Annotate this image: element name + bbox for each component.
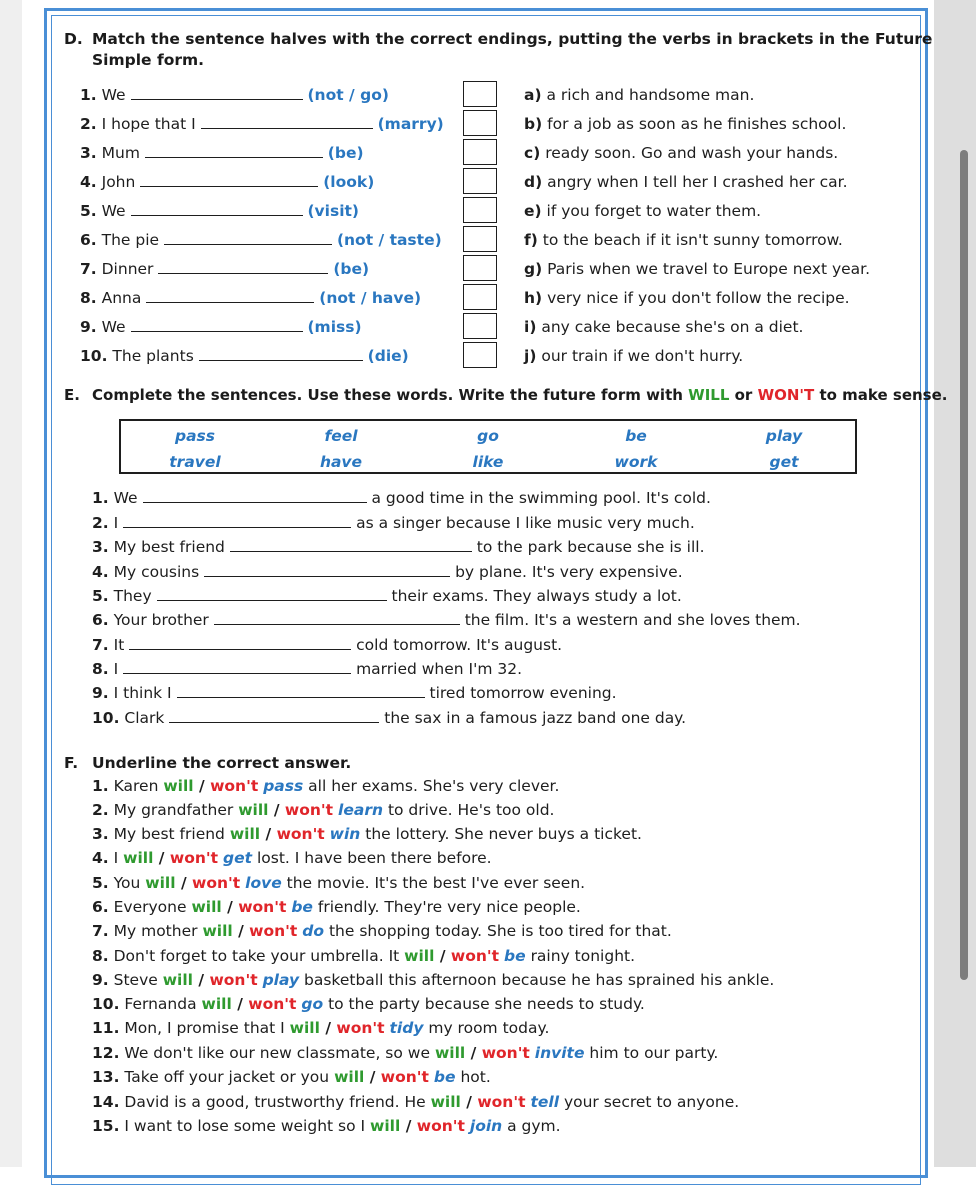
item-number: 2. [92, 514, 109, 532]
item-start: I think I [113, 684, 172, 702]
option-wont[interactable]: won't [380, 1068, 429, 1086]
fill-item [92, 538, 705, 556]
choice-item [92, 995, 645, 1013]
item-end: all her exams. She's very clever. [308, 777, 560, 795]
ending-text: very nice if you don't follow the recipe. [547, 289, 850, 307]
item-end: to the party because she needs to study. [328, 995, 645, 1013]
section-d-instruction-line1: Match the sentence halves with the correct endings, putting the verbs in brackets in the Future [92, 30, 933, 48]
option-will[interactable]: will [163, 777, 194, 795]
item-number: 4. [92, 849, 109, 867]
item-start: Steve [113, 971, 158, 989]
item-start: My cousins [113, 563, 200, 581]
ending-text: ready soon. Go and wash your hands. [545, 144, 839, 162]
item-verb: tell [530, 1093, 560, 1111]
item-end: a gym. [507, 1117, 561, 1135]
option-will[interactable]: will [430, 1093, 461, 1111]
ending-text: for a job as soon as he finishes school. [547, 115, 847, 133]
item-verb: play [262, 971, 300, 989]
word-bank-item: have [319, 453, 363, 471]
fill-item [92, 684, 617, 702]
match-answer-box[interactable] [463, 197, 497, 223]
answer-blank[interactable] [140, 174, 318, 187]
item-end: to the park because she is ill. [476, 538, 705, 556]
option-wont[interactable]: won't [249, 922, 298, 940]
item-end: as a singer because I like music very much. [356, 514, 695, 532]
option-separator: / [260, 825, 277, 843]
item-verb: go [301, 995, 324, 1013]
choice-item [92, 898, 581, 916]
ending-letter: j) [524, 347, 537, 365]
match-item [80, 347, 409, 365]
section-e-instruction-end: to make sense. [814, 386, 948, 404]
answer-blank[interactable] [158, 261, 328, 274]
ending-item [524, 202, 761, 220]
answer-blank[interactable] [123, 515, 351, 528]
item-start: We [101, 86, 126, 104]
ending-item [524, 144, 838, 162]
choice-item [92, 825, 642, 843]
item-number: 4. [92, 563, 109, 581]
item-number: 14. [92, 1093, 120, 1111]
option-will[interactable]: will [202, 922, 233, 940]
item-start: Take off your jacket or you [124, 1068, 330, 1086]
choice-item [92, 1044, 718, 1062]
item-verb: tidy [389, 1019, 424, 1037]
choice-item [92, 874, 585, 892]
option-separator: / [364, 1068, 381, 1086]
item-verb: get [222, 849, 253, 867]
match-item [80, 115, 444, 133]
answer-blank[interactable] [201, 116, 373, 129]
item-verb: do [302, 922, 325, 940]
item-verb: pass [263, 777, 304, 795]
item-start: You [113, 874, 141, 892]
item-number: 7. [80, 260, 97, 278]
answer-blank[interactable] [143, 490, 367, 503]
match-item [80, 86, 389, 104]
item-start: We don't like our new classmate, so we [124, 1044, 431, 1062]
item-end: by plane. It's very expensive. [455, 563, 683, 581]
answer-blank[interactable] [123, 661, 351, 674]
item-number: 12. [92, 1044, 120, 1062]
fill-item [92, 709, 686, 727]
option-wont[interactable]: won't [481, 1044, 530, 1062]
section-e-letter: E. [64, 386, 80, 404]
option-wont[interactable]: won't [416, 1117, 465, 1135]
item-end: him to our party. [589, 1044, 719, 1062]
answer-blank[interactable] [214, 612, 460, 625]
answer-blank[interactable] [146, 290, 314, 303]
match-item [80, 144, 364, 162]
option-will[interactable]: will [123, 849, 154, 867]
item-start: Your brother [113, 611, 209, 629]
item-start: My best friend [113, 538, 225, 556]
item-end: basketball this afternoon because he has sprained his ankle. [304, 971, 775, 989]
word-bank-item: work [614, 453, 658, 471]
word-bank-item: feel [324, 427, 358, 445]
fill-item [92, 611, 801, 629]
option-separator: / [460, 1093, 478, 1111]
verb-hint: (not / have) [319, 289, 422, 307]
item-number: 6. [92, 898, 109, 916]
item-end: the shopping today. She is too tired for that. [328, 922, 672, 940]
option-separator: / [465, 1044, 482, 1062]
item-verb: be [433, 1068, 456, 1086]
section-e-instruction [92, 386, 947, 404]
option-separator: / [221, 898, 239, 916]
item-start: My grandfather [113, 801, 234, 819]
verb-hint: (look) [323, 173, 375, 191]
word-bank-item: like [472, 453, 504, 471]
item-start: It [113, 636, 125, 654]
right-background-strip [934, 0, 976, 1167]
ending-letter: e) [524, 202, 542, 220]
option-wont[interactable]: won't [284, 801, 334, 819]
ending-item [524, 289, 850, 307]
choice-item [92, 922, 672, 940]
match-answer-box[interactable] [463, 81, 497, 107]
option-wont[interactable]: won't [276, 825, 325, 843]
item-number: 3. [92, 538, 109, 556]
ending-text: any cake because she's on a diet. [541, 318, 804, 336]
match-item [80, 289, 421, 307]
item-number: 2. [80, 115, 97, 133]
item-end: their exams. They always study a lot. [391, 587, 682, 605]
item-number: 8. [80, 289, 97, 307]
scrollbar-thumb[interactable] [960, 150, 968, 980]
option-wont[interactable]: won't [238, 898, 287, 916]
word-bank-item: get [769, 453, 799, 471]
option-separator: / [319, 1019, 337, 1037]
ending-text: a rich and handsome man. [546, 86, 755, 104]
option-will[interactable]: will [145, 874, 176, 892]
item-start: We [101, 202, 126, 220]
verb-hint: (marry) [377, 115, 444, 133]
option-wont[interactable]: won't [192, 874, 241, 892]
item-number: 1. [92, 489, 109, 507]
item-number: 15. [92, 1117, 120, 1135]
answer-blank[interactable] [177, 685, 425, 698]
option-wont[interactable]: won't [209, 971, 258, 989]
item-number: 8. [92, 947, 109, 965]
item-verb: love [245, 874, 282, 892]
ending-letter: g) [524, 260, 543, 278]
ending-text: to the beach if it isn't sunny tomorrow. [542, 231, 843, 249]
ending-letter: f) [524, 231, 538, 249]
match-answer-box[interactable] [463, 284, 497, 310]
fill-item [92, 514, 695, 532]
verb-hint: (not / go) [307, 86, 389, 104]
choice-item [92, 1093, 739, 1111]
item-end: your secret to anyone. [563, 1093, 740, 1111]
section-d-letter: D. [64, 30, 83, 48]
option-separator: / [153, 849, 170, 867]
ending-item [524, 318, 803, 336]
match-answer-box[interactable] [463, 226, 497, 252]
item-verb: be [504, 947, 526, 965]
fill-item [92, 489, 711, 507]
section-e-instruction-text: Complete the sentences. Use these words. Write the future form with [92, 386, 689, 404]
option-will[interactable]: will [404, 947, 435, 965]
item-start: My best friend [113, 825, 225, 843]
option-wont[interactable]: won't [248, 995, 297, 1013]
item-start: Dinner [101, 260, 154, 278]
item-number: 7. [92, 636, 109, 654]
option-will[interactable]: will [370, 1117, 401, 1135]
choice-item [92, 1068, 491, 1086]
item-number: 10. [80, 347, 108, 365]
section-e-heading [64, 386, 948, 404]
option-separator: / [232, 922, 250, 940]
item-number: 5. [80, 202, 97, 220]
item-number: 6. [80, 231, 97, 249]
verb-hint: (not / taste) [336, 231, 442, 249]
option-separator: / [193, 971, 210, 989]
verb-hint: (visit) [307, 202, 360, 220]
ending-letter: a) [524, 86, 542, 104]
item-end: hot. [460, 1068, 491, 1086]
item-start: Clark [124, 709, 165, 727]
item-number: 9. [80, 318, 97, 336]
option-separator: / [231, 995, 249, 1013]
option-will[interactable]: will [229, 825, 261, 843]
choice-item [92, 777, 559, 795]
item-end: married when I'm 32. [356, 660, 523, 678]
item-number: 9. [92, 971, 109, 989]
match-answer-box[interactable] [463, 342, 497, 368]
word-bank-item: go [477, 427, 499, 445]
item-verb: learn [338, 801, 383, 819]
fill-item [92, 660, 522, 678]
item-number: 4. [80, 173, 97, 191]
item-start: I want to lose some weight so I [124, 1117, 366, 1135]
word-bank-item: travel [169, 453, 221, 471]
item-number: 11. [92, 1019, 120, 1037]
answer-blank[interactable] [145, 145, 323, 158]
item-end: a good time in the swimming pool. It's cold. [371, 489, 711, 507]
choice-item [92, 1019, 549, 1037]
ending-letter: d) [524, 173, 543, 191]
option-will[interactable]: will [434, 1044, 466, 1062]
item-number: 8. [92, 660, 109, 678]
item-number: 13. [92, 1068, 120, 1086]
section-f-letter: F. [64, 754, 79, 772]
section-e-or: or [729, 386, 758, 404]
option-will[interactable]: will [289, 1019, 320, 1037]
verb-hint: (be) [327, 144, 364, 162]
item-number: 1. [92, 777, 109, 795]
match-item [80, 173, 374, 191]
ending-item [524, 86, 754, 104]
item-verb: join [469, 1117, 503, 1135]
section-e-will: WILL [688, 386, 730, 404]
ending-letter: b) [524, 115, 543, 133]
item-number: 6. [92, 611, 109, 629]
answer-blank[interactable] [129, 637, 351, 650]
ending-item [524, 260, 870, 278]
word-bank-item: be [625, 427, 647, 445]
item-start: I hope that I [101, 115, 196, 133]
verb-hint: (miss) [307, 318, 362, 336]
ending-item [524, 115, 846, 133]
ending-item [524, 347, 743, 365]
item-start: David is a good, trustworthy friend. He [124, 1093, 426, 1111]
item-number: 10. [92, 995, 120, 1013]
item-number: 3. [92, 825, 109, 843]
answer-blank[interactable] [157, 588, 387, 601]
option-wont[interactable]: won't [169, 849, 219, 867]
item-end: the movie. It's the best I've ever seen. [286, 874, 586, 892]
ending-item [524, 231, 843, 249]
section-e-wont: WON'T [757, 386, 815, 404]
item-number: 2. [92, 801, 109, 819]
word-bank-box [119, 419, 857, 474]
item-verb: invite [534, 1044, 585, 1062]
option-wont[interactable]: won't [450, 947, 500, 965]
section-d-heading [64, 30, 933, 48]
option-wont[interactable]: won't [477, 1093, 526, 1111]
option-separator: / [400, 1117, 417, 1135]
option-will[interactable]: will [334, 1068, 365, 1086]
fill-item [92, 587, 682, 605]
item-number: 1. [80, 86, 97, 104]
option-wont[interactable]: won't [336, 1019, 385, 1037]
ending-item [524, 173, 848, 191]
answer-blank[interactable] [230, 539, 472, 552]
option-separator: / [268, 801, 285, 819]
choice-item [92, 947, 635, 965]
item-start: I [113, 660, 119, 678]
option-wont[interactable]: won't [210, 777, 259, 795]
item-start: We [101, 318, 126, 336]
left-background-strip [0, 0, 22, 1167]
item-start: Mum [101, 144, 140, 162]
fill-item [92, 563, 683, 581]
choice-item [92, 971, 774, 989]
ending-text: Paris when we travel to Europe next year. [547, 260, 871, 278]
option-separator: / [434, 947, 451, 965]
answer-blank[interactable] [164, 232, 332, 245]
item-verb: be [291, 898, 313, 916]
item-end: tired tomorrow evening. [429, 684, 617, 702]
item-end: my room today. [428, 1019, 550, 1037]
match-answer-box[interactable] [463, 110, 497, 136]
item-start: Anna [101, 289, 142, 307]
item-start: Mon, I promise that I [124, 1019, 285, 1037]
answer-blank[interactable] [169, 710, 379, 723]
ending-letter: i) [524, 318, 537, 336]
option-will[interactable]: will [191, 898, 222, 916]
match-answer-box[interactable] [463, 255, 497, 281]
section-f-instruction: Underline the correct answer. [92, 754, 352, 772]
option-separator: / [175, 874, 193, 892]
option-separator: / [193, 777, 211, 795]
match-item [80, 318, 362, 336]
answer-blank[interactable] [204, 564, 450, 577]
match-item [80, 202, 359, 220]
item-end: cold tomorrow. It's august. [356, 636, 563, 654]
item-end: to drive. He's too old. [387, 801, 555, 819]
section-d-instruction-line2: Simple form. [92, 51, 205, 69]
item-start: Everyone [113, 898, 187, 916]
item-number: 5. [92, 874, 109, 892]
match-item [80, 231, 442, 249]
item-start: I [113, 514, 119, 532]
fill-item [92, 636, 562, 654]
word-bank-item: pass [174, 427, 215, 445]
section-f-heading [64, 754, 352, 772]
item-start: John [101, 173, 136, 191]
ending-text: angry when I tell her I crashed her car. [547, 173, 848, 191]
answer-blank[interactable] [131, 203, 303, 216]
answer-blank[interactable] [131, 87, 303, 100]
item-start: My mother [113, 922, 198, 940]
item-number: 10. [92, 709, 120, 727]
item-end: lost. I have been there before. [256, 849, 492, 867]
ending-text: our train if we don't hurry. [541, 347, 744, 365]
item-end: rainy tonight. [530, 947, 636, 965]
item-start: We [113, 489, 138, 507]
item-end: the sax in a famous jazz band one day. [384, 709, 687, 727]
item-end: the film. It's a western and she loves them. [464, 611, 801, 629]
item-start: The plants [112, 347, 194, 365]
item-end: the lottery. She never buys a ticket. [365, 825, 642, 843]
verb-hint: (be) [333, 260, 370, 278]
item-number: 5. [92, 587, 109, 605]
answer-blank[interactable] [131, 319, 303, 332]
verb-hint: (die) [367, 347, 409, 365]
word-bank-item: play [765, 427, 803, 445]
match-answer-box[interactable] [463, 168, 497, 194]
item-start: I [113, 849, 119, 867]
option-will[interactable]: will [201, 995, 232, 1013]
ending-letter: h) [524, 289, 543, 307]
option-will[interactable]: will [162, 971, 193, 989]
item-start: The pie [101, 231, 160, 249]
item-number: 7. [92, 922, 109, 940]
item-verb: win [329, 825, 361, 843]
item-number: 3. [80, 144, 97, 162]
item-number: 9. [92, 684, 109, 702]
item-end: friendly. They're very nice people. [317, 898, 581, 916]
item-start: Fernanda [124, 995, 197, 1013]
option-will[interactable]: will [238, 801, 269, 819]
item-start: Don't forget to take your umbrella. It [113, 947, 400, 965]
item-start: Karen [113, 777, 159, 795]
ending-text: if you forget to water them. [546, 202, 762, 220]
item-start: They [113, 587, 152, 605]
match-answer-box[interactable] [463, 139, 497, 165]
choice-item [92, 849, 492, 867]
answer-blank[interactable] [199, 348, 363, 361]
match-item [80, 260, 369, 278]
ending-letter: c) [524, 144, 541, 162]
choice-item [92, 1117, 561, 1135]
choice-item [92, 801, 555, 819]
match-answer-box[interactable] [463, 313, 497, 339]
